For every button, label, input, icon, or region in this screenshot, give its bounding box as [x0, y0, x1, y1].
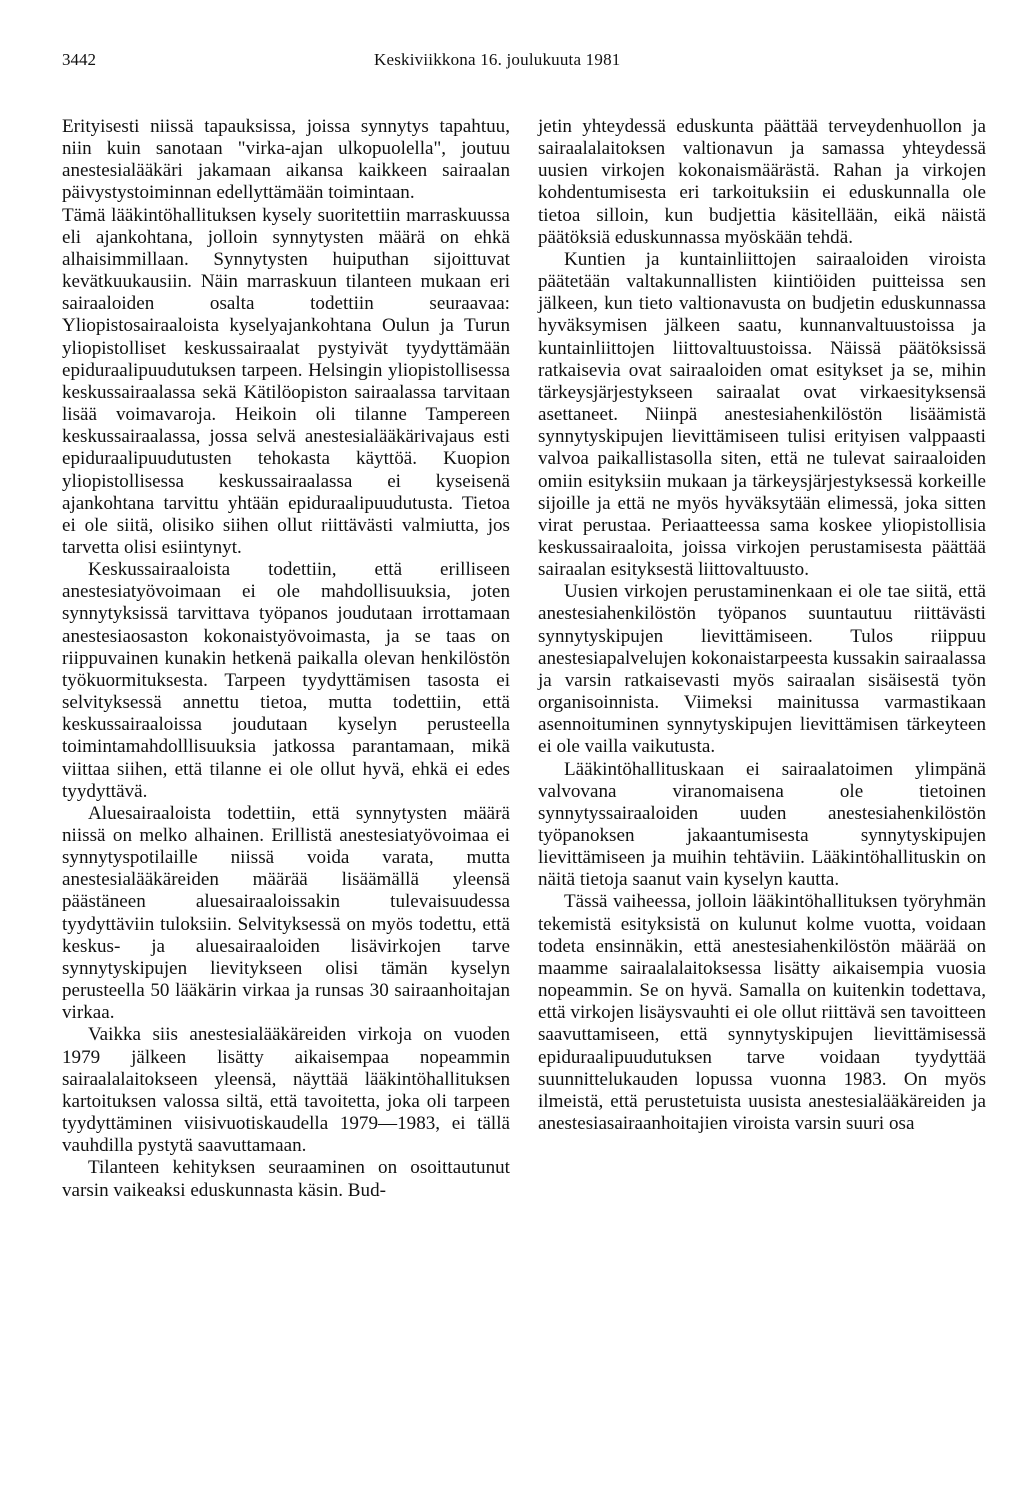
paragraph: Uusien virkojen perustaminenkaan ei ole tae siitä, että anestesiahenkilöstön työpanos suuntautuu riittävästi synnytyskipujen lievittämiseen. Tulos riippuu anestesiapalvelujen kokonaistarpeesta kussakin sairaalassa ja varsin ratkaisevasti myös sairaalan sisäisestä työn organisoinnista. Viimeksi mainitussa varmastikaan asennoituminen synnytyskipujen lievittämisen tärkeyteen ei ole vailla vaikutusta.: [538, 581, 987, 758]
paragraph: jetin yhteydessä eduskunta päättää terveydenhuollon ja sairaalalaitoksen valtionavun ja samassa yhteydessä uusien virkojen kokonaismäärästä. Rahan ja virkojen kohdentumisesta eri tarkoituksiin ei eduskunnalla ole tietoa silloin, kun budjettia käsitellään, eikä näistä päätöksiä eduskunnassa myöskään tehdä.: [538, 116, 986, 248]
page-header: [62, 50, 982, 74]
page-number: 3442: [62, 50, 96, 69]
paragraph: Tilanteen kehityksen seuraaminen on osoittautunut varsin vaikeaksi eduskunnasta käsin. Bud-: [62, 1157, 510, 1201]
paragraph: Vaikka siis anestesialääkäreiden virkoja on vuoden 1979 jälkeen lisätty aikaisempaa nopeammin sairaalalaitokseen yleensä, näyttää lääkintöhallituksen kartoituksen valossa siltä, että tavoitetta, joka oli tarpeen tyydyttäminen viisivuotiskaudella 1979—1983, ei tällä vauhdilla pystytä saavuttamaan.: [62, 1024, 510, 1157]
paragraph: Kuntien ja kuntainliittojen sairaaloiden viroista päätetään valtakunnallisten kiintiöiden puitteissa sen jälkeen, kun tieto valtionavusta on budjetin eduskunnassa hyväksymisen jälkeen saatu, kunnanvaltuustoissa ja kuntainliittojen liittovaltuustoissa. Näissä päätöksissä ratkaisevia ovat sairaaloiden omat esitykset ja se, mihin tärkeysjärjestykseen sairaalat ovat virkaesityksensä asettaneet. Niinpä anestesiahenkilöstön lisäämistä synnytyskipujen lievittämiseen tulisi erityisen valppaasti valvoa paikallistasolla siten, että ne tulevat sairaaloiden omiin esityksiin mukaan ja tärkeysjärjestyksessä korkeille sijoille ja että ne myös hyväksytään elimessä, joka sitten virat perustaa. Periaatteessa sama koskee yliopistollisia keskussairaaloita, joissa virkojen perustamisesta päättää sairaalan esityksestä liittovaltuusto.: [538, 248, 986, 581]
running-head: Keskiviikkona 16. joulukuuta 1981: [374, 50, 621, 69]
paragraph: Keskussairaaloista todettiin, että erilliseen anestesiatyövoimaan ei ole mahdollisuuksia, joten synnytyksissä tarvittava työpanos joudutaan irrottamaan anestesiaosaston kokonaistyövoimasta, ja se taas on riippuvainen kunakin hetkenä paikalla olevan henkilöstön työkuormituksesta. Tarpeen tyydyttämisen tasosta ei selvityksessä annettu tietoa, mutta todettiin, että keskussairaaloissa joudutaan kyselyn perusteella toimintamahdolllisuuksia jatkossa parantamaan, mikä viittaa siihen, että tilanne ei ole ollut hyvä, ehkä ei edes tyydyttävä.: [62, 559, 510, 802]
paragraph: Tässä vaiheessa, jolloin lääkintöhallituksen työryhmän tekemistä esityksistä on kulunut kolme vuotta, voidaan todeta ensinnäkin, että anestesiahenkilöstön määrää on maamme sairaalalaitoksessa lisätty aikaisempia vuosia nopeammin. Se on hyvä. Samalla on kuitenkin todettava, että virkojen lisäysvauhti ei ole ollut riittävä sen tavoitteen saavuttamiseen, että synnytyskipujen lievittämisessä epiduraalipuudutuksen tarve voidaan tyydyttää suunnittelukauden lopussa vuonna 1983. On myös ilmeistä, että perustetuista uusista anestesialääkäreiden ja anestesiasairaanhoitajien viroista varsin suuri osa: [538, 891, 986, 1135]
right-column: [538, 116, 986, 1135]
left-column: [62, 116, 510, 1202]
paragraph: Erityisesti niissä tapauksissa, joissa synnytys tapahtuu, niin kuin sanotaan "virka-ajan ulkopuolella", joutuu anestesialääkäri jakamaan aikansa kaikkeen sairaalan päivystystoiminnan edellyttämään toimintaan.: [62, 116, 510, 204]
paragraph: Aluesairaaloista todettiin, että synnytysten määrä niissä on melko alhainen. Erillistä anestesiatyövoimaa ei synnytyspotilaille niissä voida varata, mutta anestesialääkäreiden määrää lisäämällä yleensä päästäneen aluesairaaloissakin tulevaisuudessa tyydyttäviin tuloksiin. Selvityksessä on myös todettu, että keskus- ja aluesairaaloiden lisävirkojen tarve synnytyskipujen lievitykseen olisi tämän kyselyn perusteella 50 lääkärin virkaa ja runsas 30 sairaanhoitajan virkaa.: [62, 802, 510, 1024]
paragraph: Lääkintöhallituskaan ei sairaalatoimen ylimpänä valvovana viranomaisena ole tietoinen synnytyssairaaloiden uuden anestesiahenkilöstön työpanoksen jakaantumisesta synnytyskipujen lievittämiseen ja muihin tehtäviin. Lääkintöhallituskin on näitä tietoja saanut vain kyselyn kautta.: [538, 758, 986, 891]
paragraph: Tämä lääkintöhallituksen kysely suoritettiin marraskuussa eli ajankohtana, jolloin synnytysten määrä on ehkä alhaisimmillaan. Synnytysten huiputhan sijoittuvat kevätkuukausiin. Näin marraskuun tilanteen mukaan eri sairaaloiden osalta todettiin seuraavaa: Yliopistosairaaloista kyselyajankohtana Oulun ja Turun yliopistolliset keskussairaalat pystyivät tyydyttämään epiduraalipuudutuksen tarpeen. Helsingin yliopistollisessa keskussairaalassa sekä Kätilöopiston sairaalassa tarvitaan lisää voimavaroja. Heikoin oli tilanne Tampereen keskussairaalassa, jossa selvä anestesialääkärivajaus esti epiduraalipuudutusten tehokasta käyttöä. Kuopion yliopistollisessa keskussairaalassa ei kyseisenä ajankohtana tarvittu yhtään epiduraalipuudutusta. Tietoa ei ole siitä, olisiko siihen ollut riittävästi valmiutta, jos tarvetta olisi esiintynyt.: [62, 204, 510, 558]
